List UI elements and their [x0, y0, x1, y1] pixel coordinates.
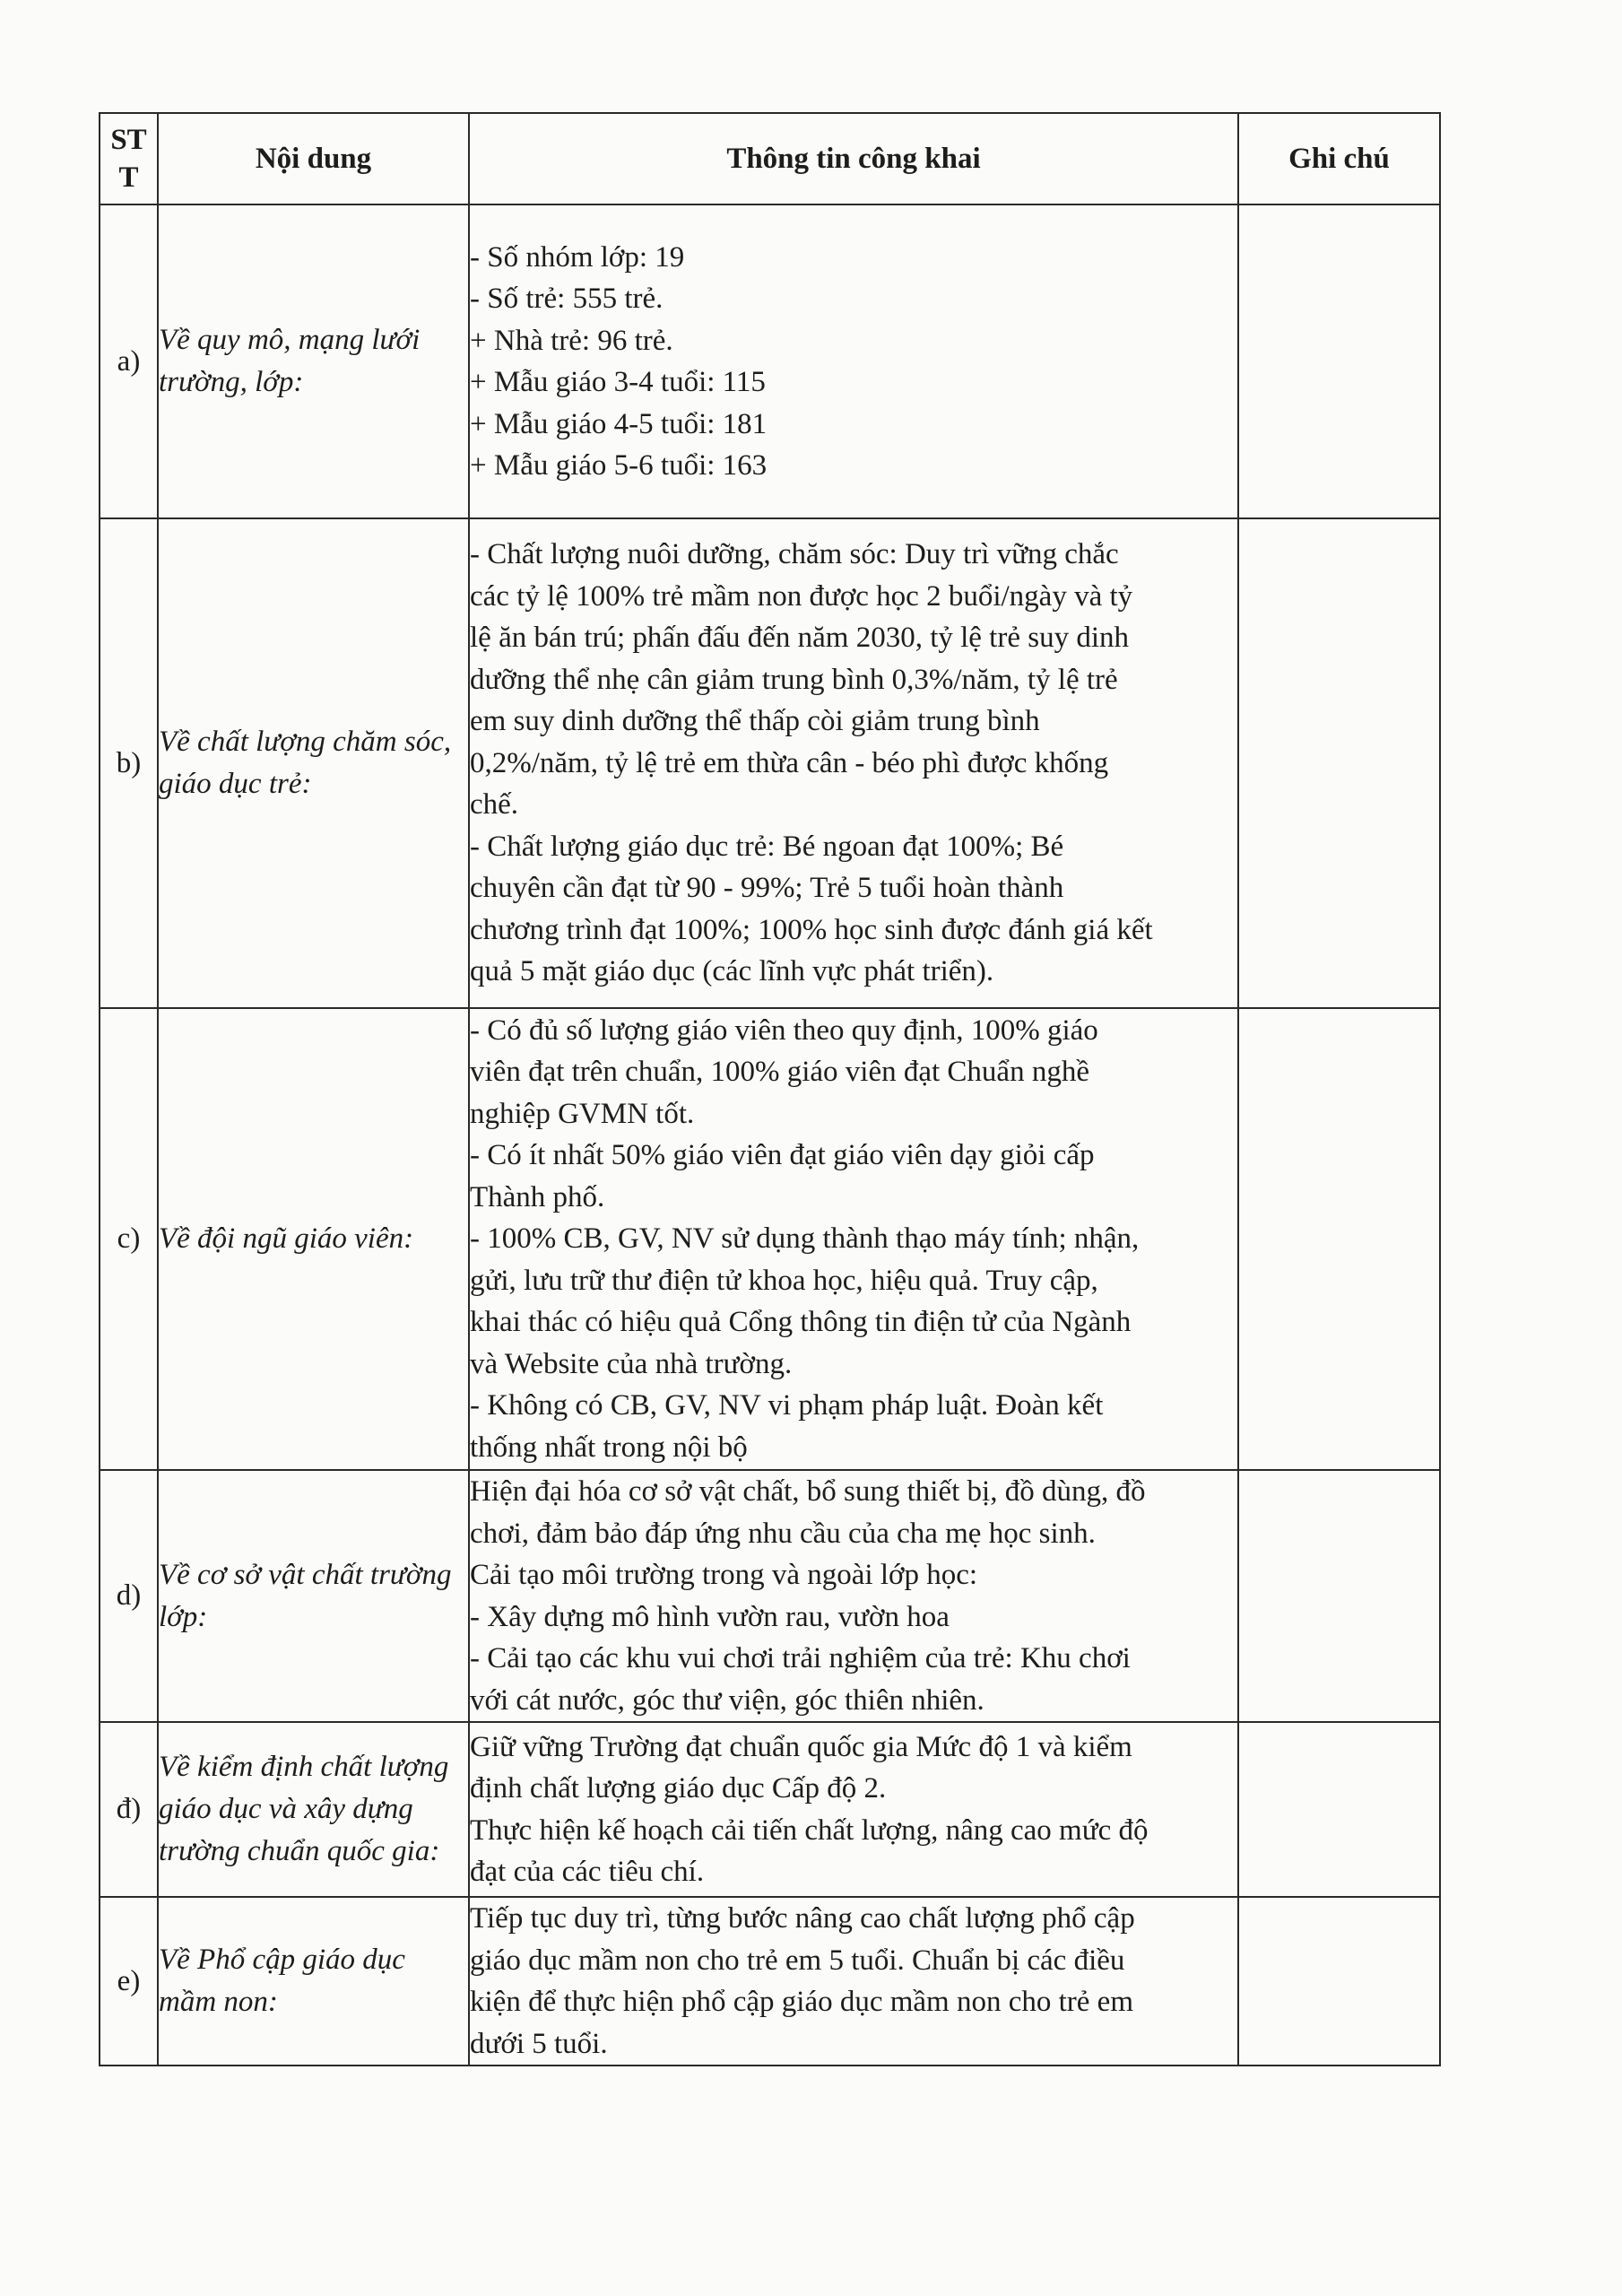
table-row: [100, 1470, 1440, 1722]
info-line: đạt của các tiêu chí.: [470, 1856, 705, 1888]
info-line: - Không có CB, GV, NV vi phạm pháp luật. Đoàn kết: [470, 1389, 1104, 1422]
row-info: [469, 204, 1238, 518]
info-line: nghiệp GVMN tốt.: [470, 1097, 695, 1130]
info-line: định chất lượng giáo dục Cấp độ 2.: [470, 1772, 887, 1805]
row-note: [1238, 1897, 1440, 2066]
row-topic: Về chất lượng chăm sóc, giáo dục trẻ:: [158, 518, 469, 1008]
table-row: [100, 518, 1440, 1008]
info-line: + Mẫu giáo 5-6 tuổi: 163: [470, 449, 768, 482]
info-line: gửi, lưu trữ thư điện tử khoa học, hiệu quả. Truy cập,: [470, 1264, 1098, 1297]
info-line: - Số trẻ: 555 trẻ.: [470, 283, 664, 315]
info-line: - Xây dựng mô hình vườn rau, vườn hoa: [470, 1600, 950, 1633]
info-line: chơi, đảm bảo đáp ứng nhu cầu của cha mẹ học sinh.: [470, 1517, 1096, 1550]
table-row: [100, 1897, 1440, 2066]
header-note: Ghi chú: [1238, 113, 1440, 204]
info-line: + Mẫu giáo 3-4 tuổi: 115: [470, 366, 766, 398]
row-stt: c): [100, 1008, 158, 1470]
table-row: [100, 1722, 1440, 1897]
info-line: và Website của nhà trường.: [470, 1347, 793, 1380]
row-note: [1238, 204, 1440, 518]
info-line: quả 5 mặt giáo dục (các lĩnh vực phát triển).: [470, 955, 994, 988]
info-line: dưới 5 tuổi.: [470, 2027, 608, 2060]
info-line: chuyên cần đạt từ 90 - 99%; Trẻ 5 tuổi hoàn thành: [470, 872, 1064, 905]
info-line: thống nhất trong nội bộ: [470, 1431, 748, 1464]
disclosure-table: [99, 112, 1441, 2066]
row-topic: Về kiểm định chất lượng giáo dục và xây dựng trường chuẩn quốc gia:: [158, 1722, 469, 1897]
row-note: [1238, 518, 1440, 1008]
info-line: - 100% CB, GV, NV sử dụng thành thạo máy tính; nhận,: [470, 1222, 1140, 1256]
info-line: - Có đủ số lượng giáo viên theo quy định, 100% giáo: [470, 1013, 1098, 1047]
info-line: lệ ăn bán trú; phấn đấu đến năm 2030, tỷ lệ trẻ suy dinh: [470, 622, 1129, 655]
header-content: Nội dung: [158, 113, 469, 204]
info-line: + Nhà trẻ: 96 trẻ.: [470, 324, 673, 357]
info-line: giáo dục mầm non cho trẻ em 5 tuổi. Chuẩn bị các điều: [470, 1944, 1125, 1977]
info-line: chế.: [470, 788, 519, 822]
info-line: viên đạt trên chuẩn, 100% giáo viên đạt Chuẩn nghề: [470, 1056, 1089, 1089]
row-stt: b): [100, 518, 158, 1008]
info-line: Thành phố.: [470, 1180, 605, 1213]
row-topic: Về cơ sở vật chất trường lớp:: [158, 1470, 469, 1722]
row-note: [1238, 1470, 1440, 1722]
table-row: [100, 204, 1440, 518]
info-line: Cải tạo môi trường trong và ngoài lớp học:: [470, 1559, 978, 1591]
row-stt: d): [100, 1470, 158, 1722]
row-topic: Về đội ngũ giáo viên:: [158, 1008, 469, 1470]
row-info: [469, 1008, 1238, 1470]
info-line: Giữ vững Trường đạt chuẩn quốc gia Mức độ 1 và kiểm: [470, 1730, 1132, 1763]
table-row: [100, 1008, 1440, 1470]
row-topic: Về quy mô, mạng lưới trường, lớp:: [158, 204, 469, 518]
info-line: Hiện đại hóa cơ sở vật chất, bổ sung thiết bị, đồ dùng, đồ: [470, 1475, 1146, 1508]
info-line: + Mẫu giáo 4-5 tuổi: 181: [470, 407, 768, 440]
info-line: khai thác có hiệu quả Cổng thông tin điện tử của Ngành: [470, 1306, 1132, 1339]
row-topic: Về Phổ cập giáo dục mầm non:: [158, 1897, 469, 2066]
info-line: - Số nhóm lớp: 19: [470, 240, 685, 274]
row-info: [469, 1470, 1238, 1722]
row-stt: đ): [100, 1722, 158, 1897]
row-info: [469, 518, 1238, 1008]
info-line: kiện để thực hiện phổ cập giáo dục mầm non cho trẻ em: [470, 1986, 1133, 2018]
info-line: dưỡng thể nhẹ cân giảm trung bình 0,3%/năm, tỷ lệ trẻ: [470, 663, 1118, 696]
info-line: Thực hiện kế hoạch cải tiến chất lượng, nâng cao mức độ: [470, 1813, 1149, 1847]
row-stt: e): [100, 1897, 158, 2066]
row-note: [1238, 1722, 1440, 1897]
info-line: - Chất lượng giáo dục trẻ: Bé ngoan đạt 100%; Bé: [470, 830, 1064, 863]
row-info: [469, 1722, 1238, 1897]
row-stt: a): [100, 204, 158, 518]
info-line: em suy dinh dưỡng thể thấp còi giảm trung bình: [470, 705, 1040, 738]
header-row: [100, 113, 1440, 204]
info-line: - Chất lượng nuôi dưỡng, chăm sóc: Duy trì vững chắc: [470, 538, 1119, 571]
header-info: Thông tin công khai: [469, 113, 1238, 204]
row-note: [1238, 1008, 1440, 1470]
info-line: - Có ít nhất 50% giáo viên đạt giáo viên dạy giỏi cấp: [470, 1139, 1095, 1172]
info-line: các tỷ lệ 100% trẻ mầm non được học 2 buổi/ngày và tỷ: [470, 579, 1133, 613]
row-info: [469, 1897, 1238, 2066]
info-line: 0,2%/năm, tỷ lệ trẻ em thừa cân - béo phì được khống: [470, 746, 1109, 779]
info-line: - Cải tạo các khu vui chơi trải nghiệm của trẻ: Khu chơi: [470, 1642, 1131, 1674]
header-stt: ST T: [100, 113, 158, 204]
info-line: Tiếp tục duy trì, từng bước nâng cao chất lượng phổ cập: [470, 1902, 1135, 1935]
info-line: với cát nước, góc thư viện, góc thiên nhiên.: [470, 1683, 984, 1717]
info-line: chương trình đạt 100%; 100% học sinh được đánh giá kết: [470, 913, 1153, 946]
